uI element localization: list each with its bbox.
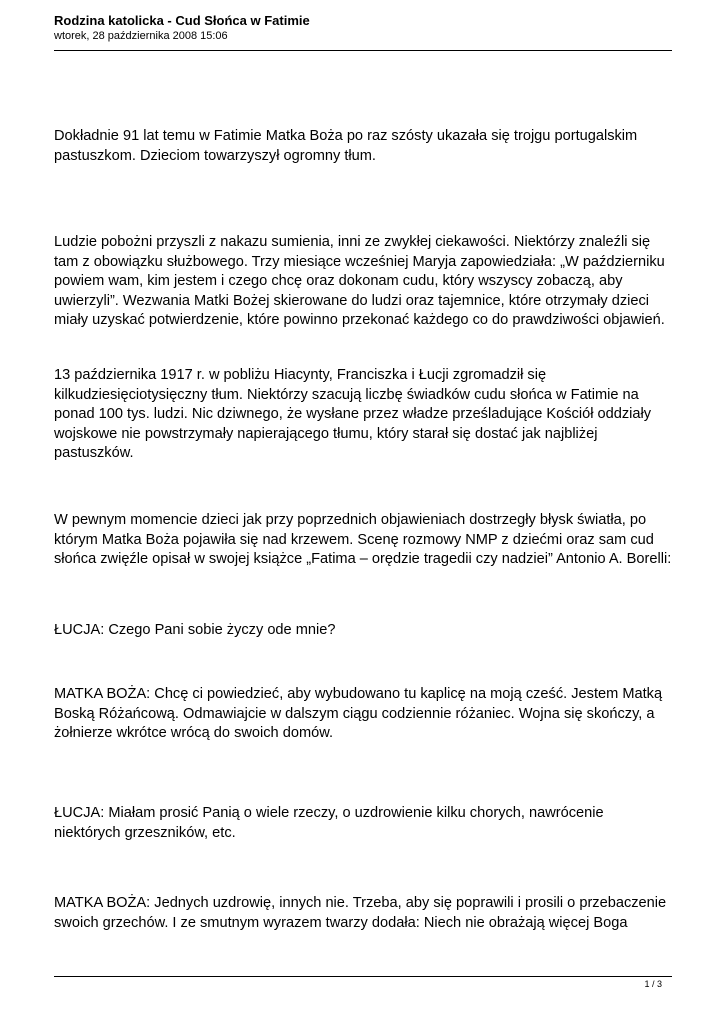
text-line: ponad 100 tys. ludzi. Nic dziwnego, że wysłane przez władze prześladujące Kościół oddziały (54, 406, 652, 422)
footer-divider (54, 976, 672, 977)
text-line: powiem wam, kim jestem i czego chcę oraz dokonam cudu, który wszyscy zobaczą, aby (54, 273, 623, 289)
text-line: pastuszkom. Dzieciom towarzyszył ogromny tłum. (54, 147, 376, 164)
paragraph-5 (54, 621, 679, 641)
text-line: 13 października 1917 r. w pobliżu Hiacynty, Franciszka i Łucji zgromadził się (54, 367, 547, 383)
page-number: 1 / 3 (644, 979, 662, 989)
paragraph-2 (54, 233, 679, 331)
text-line: kilkudziesięciotysięczny tłum. Niektórzy szacują liczbę świadków cudu słońca w Fatimie na (54, 386, 639, 403)
paragraph-8 (54, 894, 679, 933)
text-line: Boską Różańcową. Odmawiajcie w dalszym ciągu codziennie różaniec. Wojna się skończy, a (54, 705, 655, 722)
text-line: którym Matka Boża pojawiła się nad krzewem. Scenę rozmowy NMP z dziećmi oraz sam cud (54, 531, 654, 548)
paragraph-6 (54, 685, 679, 744)
text-line: pastuszków. (54, 445, 134, 461)
text-line: Ludzie pobożni przyszli z nakazu sumienia, inni ze zwykłej ciekawości. Niektórzy znaleźli się (54, 234, 651, 250)
text-line: tam z obowiązku służbowego. Trzy miesiące wcześniej Maryja zapowiedziała: „W październiku (54, 253, 665, 270)
paragraph-1 (54, 127, 679, 166)
text-line: słońca zwięźle opisał w swojej książce „Fatima – orędzie tragedii czy nadziei” Antonio A. Borelli: (54, 551, 672, 567)
paragraph-7 (54, 804, 679, 843)
document-title: Rodzina katolicka - Cud Słońca w Fatimie (54, 13, 310, 28)
text-line: uwierzyli”. Wezwania Matki Bożej skierowane do ludzi oraz tajemnice, które otrzymały dzieci (54, 292, 650, 309)
text-line: miały uzyskać potwierdzenie, które powinno przekonać każdego co do prawdziwości objawień. (54, 312, 665, 328)
page-header (54, 13, 672, 43)
text-line: wojskowe nie powstrzymały napierającego tłumu, który starał się dostać jak najbliżej (54, 425, 598, 442)
document-date: wtorek, 28 października 2008 15:06 (54, 30, 228, 42)
text-line: niektórych grzeszników, etc. (54, 824, 236, 841)
text-line: ŁUCJA: Miałam prosić Panią o wiele rzeczy, o uzdrowienie kilku chorych, nawrócenie (54, 805, 604, 821)
text-line: żołnierze wkrótce wrócą do swoich domów. (54, 725, 334, 741)
text-line: MATKA BOŻA: Chcę ci powiedzieć, aby wybudowano tu kaplicę na moją cześć. Jestem Matką (54, 686, 663, 702)
text-line: swoich grzechów. I ze smutnym wyrazem twarzy dodała: Niech nie obrażają więcej Boga (54, 914, 628, 931)
text-line: W pewnym momencie dzieci jak przy poprzednich objawieniach dostrzegły błysk światła, po (54, 512, 647, 528)
header-divider (54, 50, 672, 51)
text-line: Dokładnie 91 lat temu w Fatimie Matka Boża po raz szósty ukazała się trojgu portugalskim (54, 128, 638, 144)
text-line: MATKA BOŻA: Jednych uzdrowię, innych nie. Trzeba, aby się poprawili i prosili o przebaczenie (54, 895, 667, 911)
paragraph-3 (54, 366, 679, 464)
text-line: ŁUCJA: Czego Pani sobie życzy ode mnie? (54, 622, 336, 638)
paragraph-4 (54, 511, 679, 570)
